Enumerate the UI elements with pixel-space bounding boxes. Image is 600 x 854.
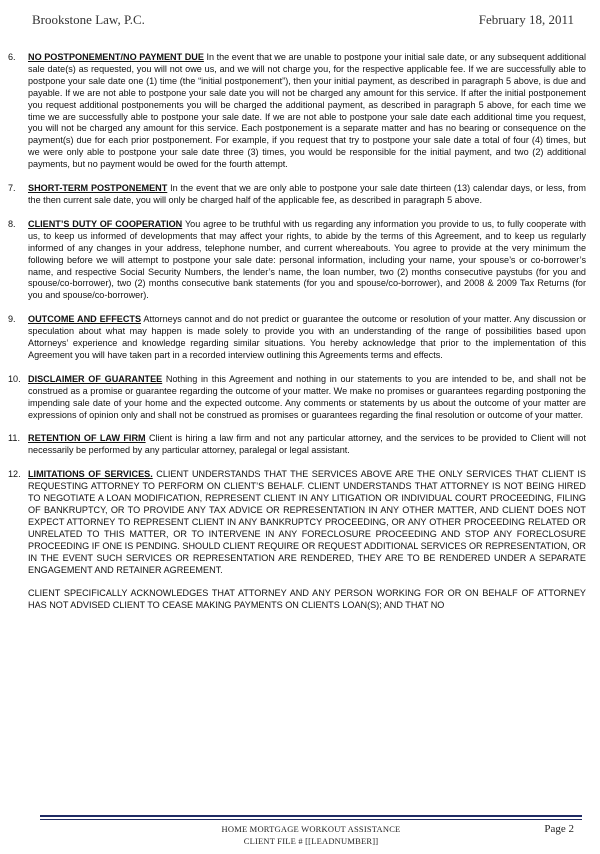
section-number: 7. <box>8 183 16 194</box>
section-text: In the event that we are unable to postpone your initial sale date, or any subsequent additional sale date(s) as requested, you will not owe us, and we will not charge you, for the respective applicable fee. If we are successfully able to postpone your sale date one (1) time (the “initial postponement”), then your initial payment, as described in paragraph 5 above, is due and payable. If we are not able to postpone your sale date you will not be charged any amount for this service. If after the initial postponement you request additional postponements you will be charged the additional payment, as described in paragraph 5 above, for each time we time we are successfully able to postpone your sale date. If we are not able to postpone your sale date each additional time you request, you will not be charged any amount for this service. Each postponement is a separate matter and has no bearing or consequence on the payment(s) due for each prior postponement. For example, if you request that try to postpone your sale date a total of four (4) times, but we were only able to postpone your sale date three (3) times, you would be responsible for the initial payment, and two (2) additional payments, but no payment would be owed for the fourth attempt. <box>28 52 586 170</box>
section-number: 12. <box>8 469 21 480</box>
section-text: Nothing in this Agreement and nothing in our statements to you are intended to be, and shall not be construed as a promise or guarantee regarding the outcome of your matter. We make no promises or guarantees regarding postponing the impending sale date of your home and the expected outcome. Any comments or statements by us about the outcome of your matter are expressions of opinion only and shall not be construed as promises or guarantees regarding the final resolution or outcome of your matter. <box>28 373 587 420</box>
section-heading: OUTCOME AND EFFECTS <box>28 314 142 325</box>
document-date: February 18, 2011 <box>478 12 574 27</box>
section-heading: CLIENT’S DUTY OF COOPERATION <box>28 218 183 229</box>
section-heading: NO POSTPONEMENT/NO PAYMENT DUE <box>28 52 204 62</box>
section-heading: SHORT-TERM POSTPONEMENT <box>28 183 168 194</box>
section-12 <box>8 469 586 612</box>
section-number: 8. <box>8 218 16 229</box>
section-9 <box>8 314 586 362</box>
section-number: 9. <box>8 314 16 325</box>
section-text: In the event that we are only able to postpone your sale date thirteen (13) calendar days, or less, from the then current sale date, you will only be charged half of the applicable fee, as described in paragraph 5 above. <box>28 183 587 205</box>
section-text: Attorneys cannot and do not predict or guarantee the outcome or resolution of your matter. Any discussion or speculation about what may happen is made solely to provide you with an understanding of the range of possibilities based upon Attorneys’ experience and knowledge regarding similar situations. You hereby acknowledge that prior to the implementation of this Agreement you will have taken part in a recorded interview outlining this Agreements terms and effects. <box>28 314 586 360</box>
footer-rule-thick <box>40 815 582 817</box>
section-text: CLIENT UNDERSTANDS THAT THE SERVICES ABOVE ARE THE ONLY SERVICES THAT CLIENT IS REQUESTING ATTORNEY TO PERFORM ON CLIENT’S BEHALF. CLIENT UNDERSTANDS THAT ATTORNEY IS NOT BEING HIRED TO NEGOTIATE A LOAN MODIFICATION, REPRESENT CLIENT IN ANY LITIGATION OR INDIVIDUAL COURT PROCEEDING, FILING OF BANKRUPTCY, OR TO PROVIDE ANY TAX ADVICE OR REPRESENTATION IN ANY OTHER MATTER, AND CLIENT DOES NOT EXPECT ATTORNEY TO REPRESENT CLIENT IN ANY BANKRUPTCY PROCEEDING, OR ANY OTHER PROCEEDING RELATED OR UNRELATED TO THIS MATTER, OR TO INTERVENE IN ANY FORECLOSURE PROCEEDING AND STOP ANY FORECLOSURE PROCEEDING IF ONE IS PENDING. SHOULD CLIENT REQUIRE OR REQUEST ADDITIONAL SERVICES OR REPRESENTATION, OR IN THE EVENT SUCH SERVICES OR REPRESENTATION ARE RENDERED, THEY ARE TO BE RENDERED UNDER A SEPARATE ENGAGEMENT AND RETAINER AGREEMENT. <box>28 469 586 575</box>
page-footer <box>40 823 582 847</box>
section-text-continued: CLIENT SPECIFICALLY ACKNOWLEDGES THAT ATTORNEY AND ANY PERSON WORKING FOR OR ON BEHALF OF ATTORNEY HAS NOT ADVISED CLIENT TO CEASE MAKING PAYMENTS ON CLIENTS LOAN(S); AND THAT NO <box>28 588 586 611</box>
section-number: 11. <box>8 433 20 444</box>
footer-title: HOME MORTGAGE WORKOUT ASSISTANCE <box>221 824 401 834</box>
section-6 <box>8 52 586 171</box>
section-heading: DISCLAIMER OF GUARANTEE <box>28 373 163 384</box>
footer-file-number: CLIENT FILE # [[LEADNUMBER]] <box>243 836 379 846</box>
section-8 <box>8 219 586 302</box>
section-number: 6. <box>8 52 16 62</box>
section-text: You agree to be truthful with us regarding any information you provide to us, to fully cooperate with us, to keep us informed of developments that may affect your rights, to abide by the terms of this Agreement, and to keep us regularly informed of any changes in your address, telephone number, and current whereabouts. You agree to provide at the very minimum the following before we will attempt to postpone your sale date: personal information, including your name, your spouse’s or co-borrower’s name, and respective Social Security Numbers, the lender’s name, the loan number, two (2) months consecutive paystubs (for you and spouse/co-borrower), two (2) months consecutive bank statements (for you and spouse/co-borrower), and 2008 & 2009 Tax Returns (for you and spouse/co-borrower). <box>28 218 586 301</box>
section-heading: LIMITATIONS OF SERVICES. <box>28 469 153 480</box>
section-heading: RETENTION OF LAW FIRM <box>28 433 146 444</box>
footer-rule-thin <box>40 819 582 820</box>
section-10 <box>8 374 586 422</box>
section-7 <box>8 183 586 207</box>
document-body <box>8 52 586 624</box>
section-text: Client is hiring a law firm and not any particular attorney, and the services to be provided to Client will not necessarily be performed by any particular attorney, paralegal or legal assistant. <box>28 433 586 456</box>
section-number: 10. <box>8 373 21 384</box>
firm-name: Brookstone Law, P.C. <box>32 12 145 27</box>
page-header <box>32 12 574 28</box>
section-11 <box>8 433 586 457</box>
page-number: Page 2 <box>544 823 574 835</box>
